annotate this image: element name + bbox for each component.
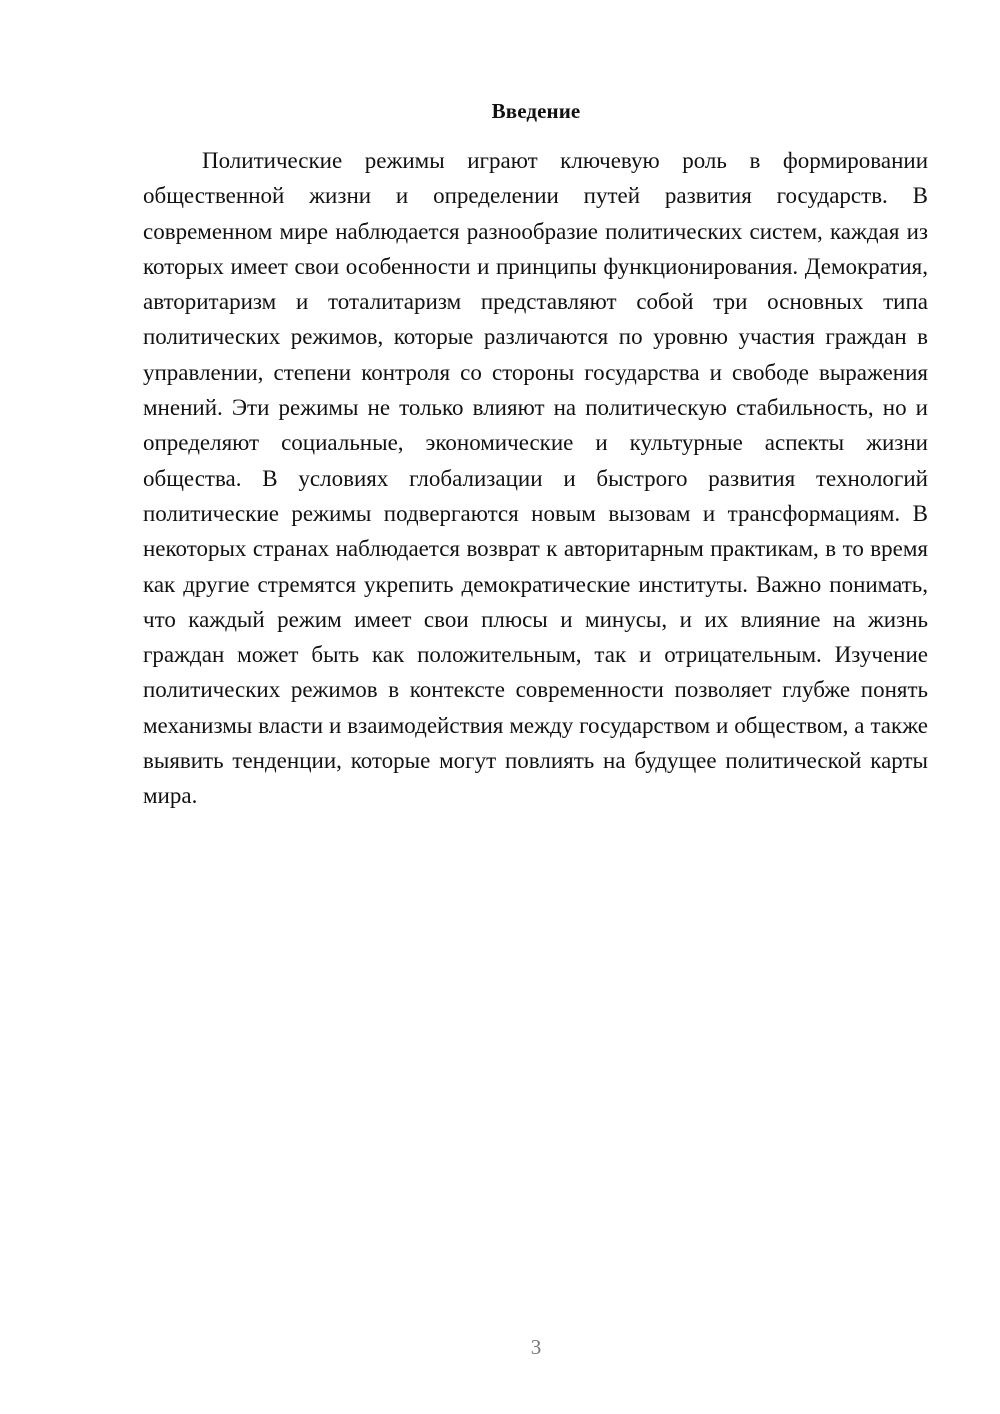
page-title: Введение [491, 99, 581, 123]
body-paragraph: Политические режимы играют ключевую роль в формировании общественной жизни и определении путей развития государств. В современном мире наблюдается разнообразие политических систем, каждая из которых имеет свои особенности и принципы функционирования. Демократия, авторитаризм и тоталитаризм представляют собой три основных типа политических режимов, которые различаются по уровню участия граждан в управлении, степени контроля со стороны государства и свободе выражения мнений. Эти режимы не только влияют на политическую стабильность, но и определяют социальные, экономические и культурные аспекты жизни общества. В условиях глобализации и быстрого развития технологий политические режимы подвергаются новым вызовам и трансформациям. В некоторых странах наблюдается возврат к авторитарным практикам, в то время как другие стремятся укрепить демократические институты. Важно понимать, что каждый режим имеет свои плюсы и минусы, и их влияние на жизнь граждан может быть как положительным, так и отрицательным. Изучение политических режимов в контексте современности позволяет глубже понять механизмы власти и взаимодействия между государством и обществом, а также выявить тенденции, которые могут повлиять на будущее политической карты мира. [143, 148, 928, 809]
page-number: 3 [530, 1335, 542, 1359]
